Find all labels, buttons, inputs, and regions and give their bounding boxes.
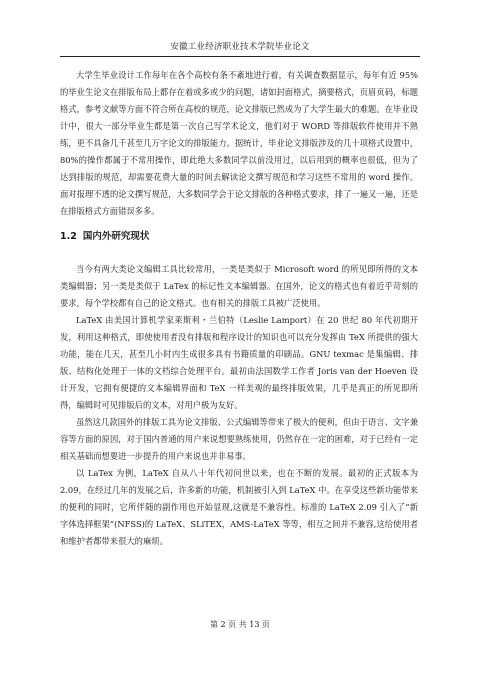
body-paragraph: LaTeX 由美国计算机学家莱斯利・兰伯特（Leslie Lamport）在 20 世纪 80 年代初期开发，利用这种格式，即使使用者没有排版和程序设计的知识也可以充分发挥由 TeX 所提供的强大功能，能在几天，甚至几小时内生成很多具有书籍质量的印刷品。GNU texmac 是集编辑、排版、结构化处理于一体的文档综合处理平台。最初由法国数学工作者 Joris van der Hoeven 设计开发，它拥有便捷的文本编辑界面和 TeX 一样美观的最终排版效果，几乎是真正的所见即所得，编辑时可见排版后的文本，对用户极为友好。 (60, 315, 418, 410)
page-header: 安徽工业经济职业技术学院毕业论文 (60, 40, 420, 57)
intro-paragraph: 大学生毕业设计工作每年在各个高校有条不紊地进行着，有关调查数据显示，每年有近 95%的毕业生论文在排版布局上都存在着或多或少的问题，诸如封面格式，摘要格式，页眉页码，标题格式，参考文献等方面不符合所在高校的规范，论文排版已然成为了大学生最大的难题。在毕业设计中，很大一部分毕业生都是第一次自己写学术论文，他们对于 WORD 等排版软件使用并不熟练，更不具备几千甚至几万字论文的排版能力。据统计，毕业论文排版涉及的几十项格式设置中，80%的操作都属于不常用操作，即此绝大多数同学以前没用过，以后用到的概率也很低，但为了达到排版的规范，却需要花费大量的时间去解读论文撰写规范和学习这些不常用的 word 操作。面对报理不透的论文撰写规范，大多数同学会于论文排版的各种格式要求，排了一遍又一遍，还是在排版格式方面错误多多。 (60, 70, 418, 216)
page-body (60, 67, 418, 550)
section-number: 1.2 (60, 231, 77, 242)
section-title: 国内外研究现状 (82, 231, 150, 242)
body-paragraph: 以 LaTex 为例，LaTeX 自从八十年代初问世以来，也在不断的发展。最初的正式版本为 2.09，在经过几年的发展之后，许多新的功能，机制被引入到 LaTeX 中。在享受这些新功能带来的便利的同时，它所伴随的副作用也开始显现,这就是不兼容性。标准的 LaTeX 2.09 引入了“新字体选择框架”(NFSS)的 LaTeX、SLiTEX，AMS-LaTeX 等等，相互之间并不兼容,这给使用者和维护者都带来很大的麻烦。 (60, 468, 418, 546)
section-heading (60, 230, 418, 244)
page-footer: 第 2 页 共 13 页 (210, 620, 270, 629)
body-paragraph: 当今有两大类论文编辑工具比较常用，一类是类似于 Microsoft word 的所见即所得的文本类编辑器；另一类是类似于 LaTex 的标记性文本编辑器。在国外，论文的格式也有着近乎苛刻的要求，每个学校都有自己的论文格式。也有相关的排版工具被广泛使用。 (60, 264, 418, 308)
body-paragraph: 虽然这几款国外的排版工具为论文排版、公式编辑等带来了极大的便利，但由于语言、文字兼容等方面的原因，对于国内普通的用户来说想要熟练使用，仍然存在一定的困难，对于已经有一定相关基础而想要进一步提升的用户来说也并非易事。 (60, 417, 418, 461)
